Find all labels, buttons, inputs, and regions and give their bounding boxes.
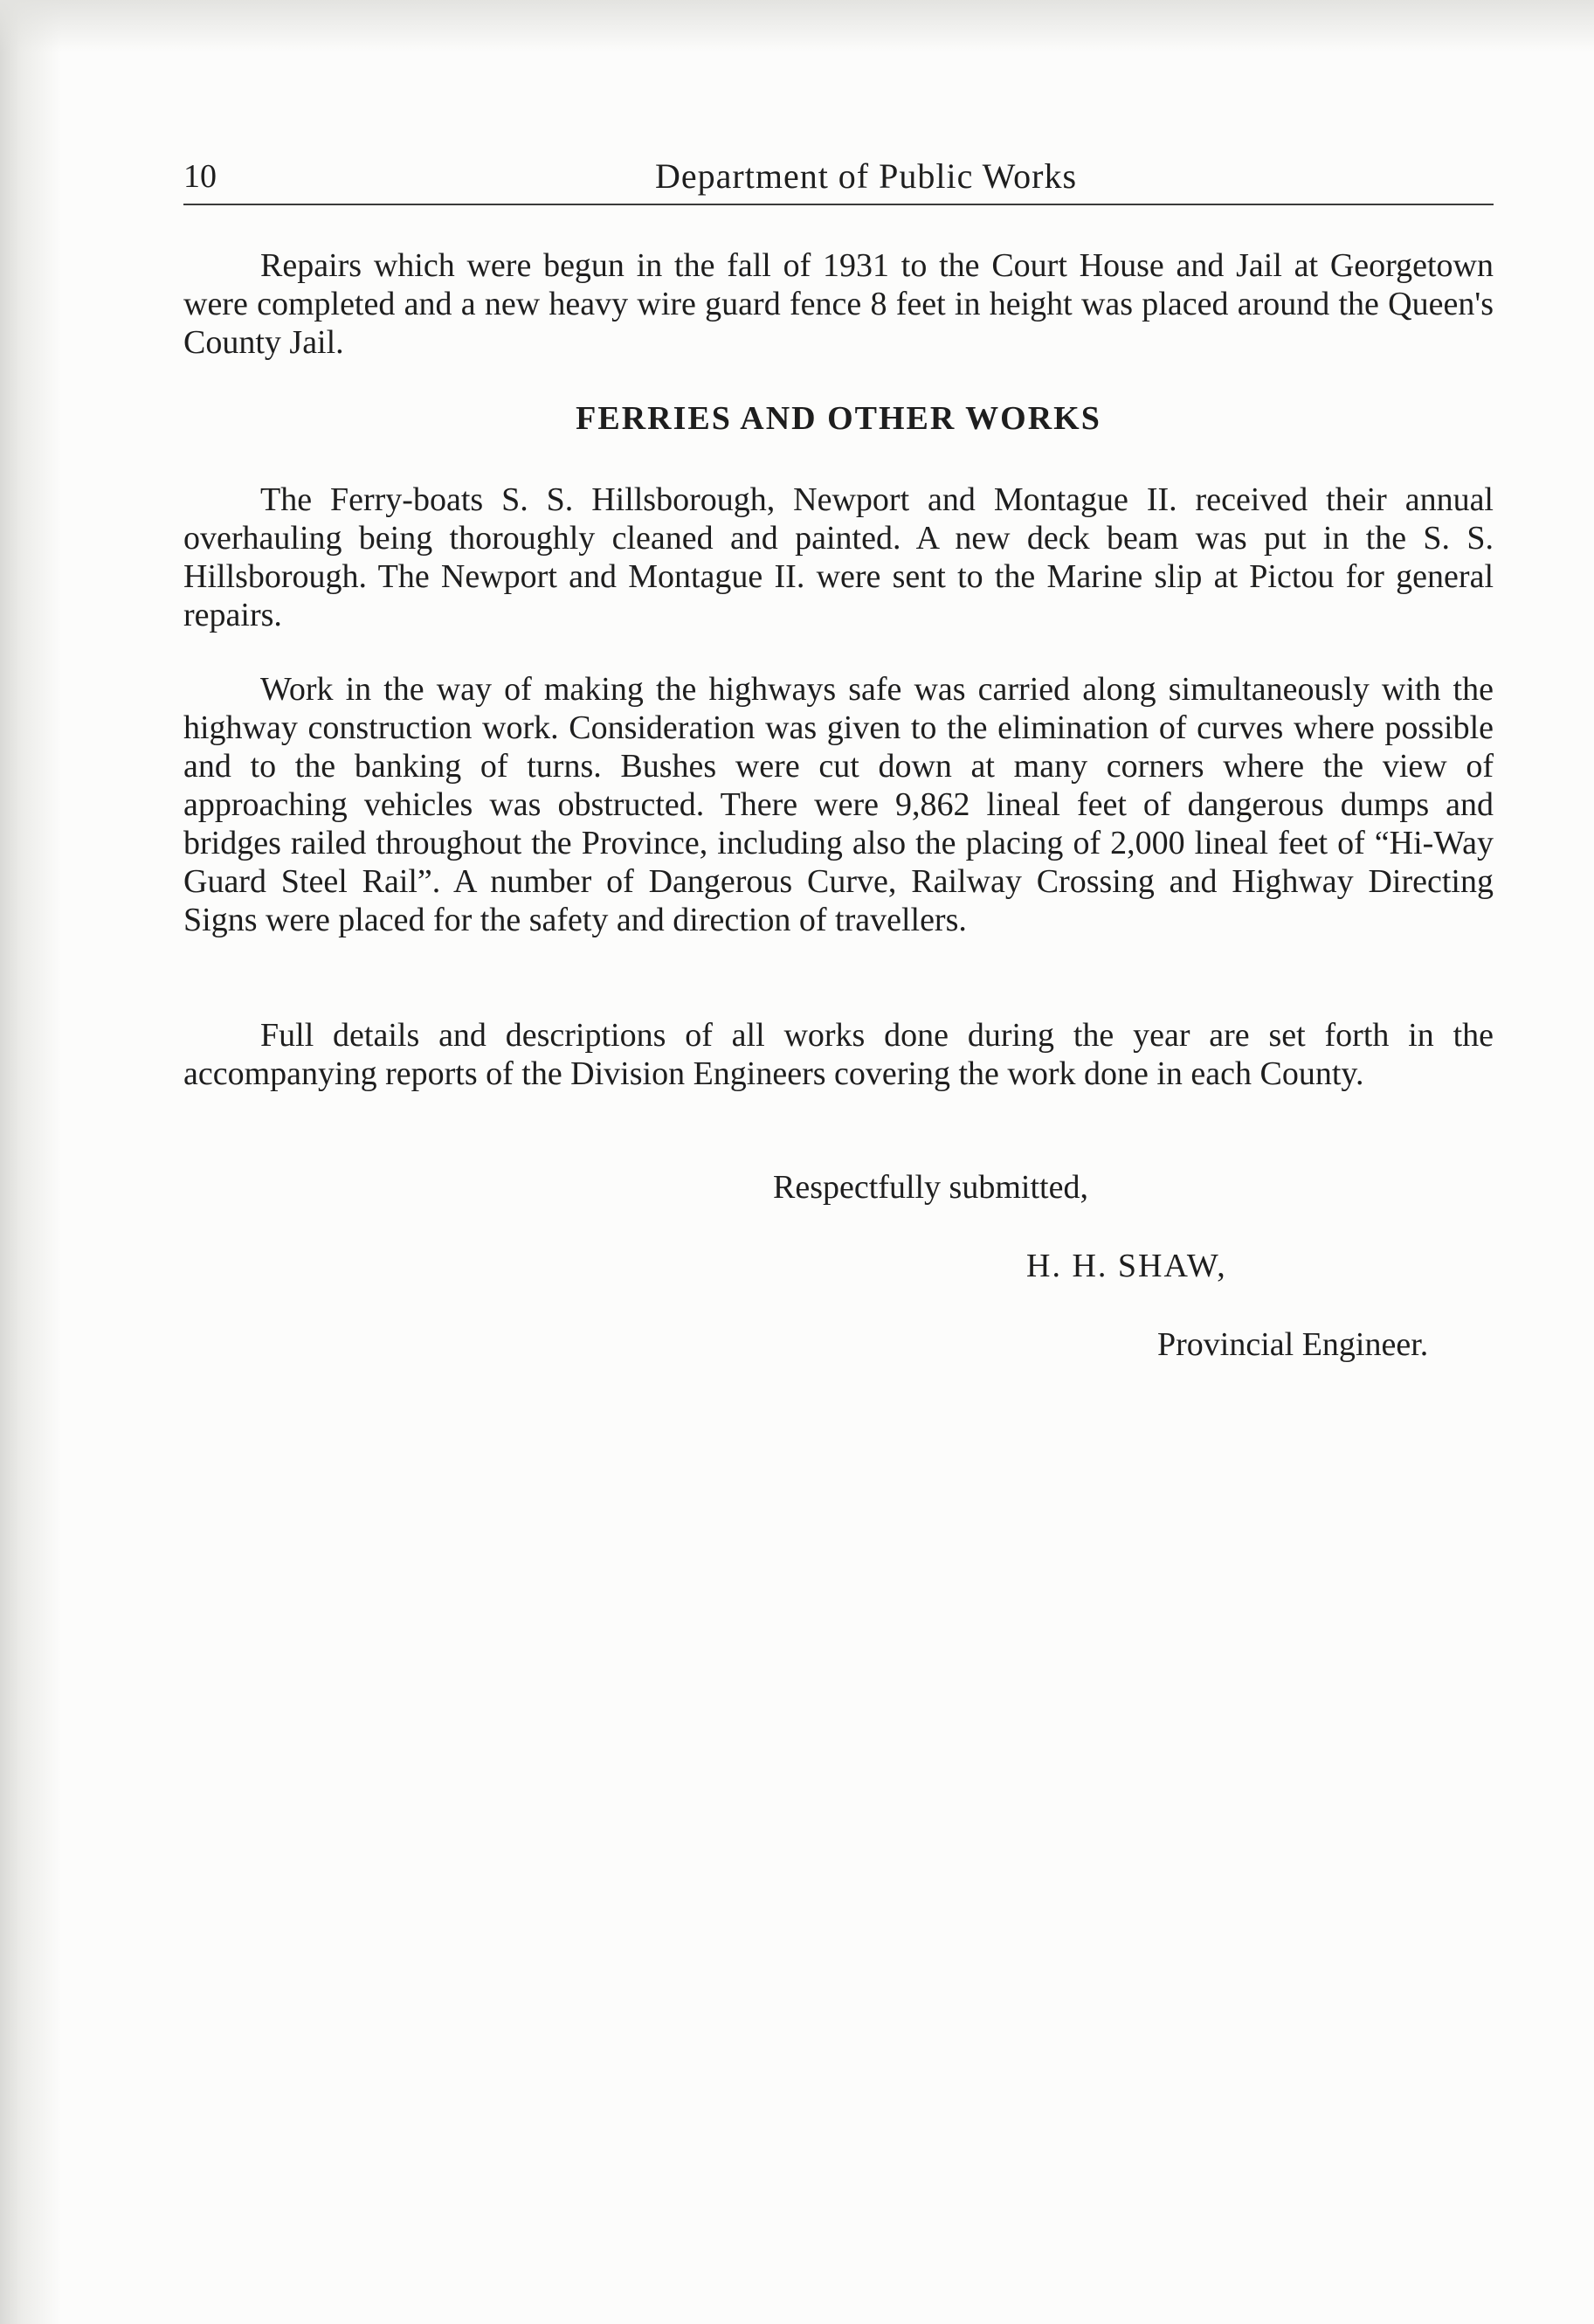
paragraph-highway-safety: Work in the way of making the highways safe was carried along simultaneously with the highway construction work. Consideration was given to the elimination of curves where possible and to the banking of turns. Bushes were cut down at many corners where the view of approaching vehicles was obstructed. There were 9,862 lineal feet of dangerous dumps and bridges railed throughout the Province, including also the placing of 2,000 lineal feet of “Hi-Way Guard Steel Rail”. A number of Dangerous Curve, Railway Crossing and Highway Directing Signs were placed for the safety and direction of travellers. [183, 671, 1494, 938]
signer-name: H. H. SHAW, [1026, 1248, 1227, 1284]
page-header [183, 156, 1494, 204]
paragraph-ferry-boats: The Ferry-boats S. S. Hillsborough, Newport and Montague II. received their annual overhauling being thoroughly cleaned and painted. A new deck beam was put in the S. S. Hillsborough. The Newport and Montague II. were sent to the Marine slip at Pictou for general repairs. [183, 481, 1494, 633]
page-number: 10 [183, 158, 217, 195]
paragraph-division-reports: Full details and descriptions of all works done during the year are set forth in the accompanying reports of the Division Engineers covering the work done in each County. [183, 1017, 1494, 1092]
closing-salutation: Respectfully submitted, [773, 1169, 1088, 1206]
scan-edge-left [0, 0, 61, 2324]
running-title: Department of Public Works [655, 156, 1078, 196]
paragraph-jail-repairs: Repairs which were begun in the fall of 1931 to the Court House and Jail at Georgetown were completed and a new heavy wire guard fence 8 feet in height was placed around the Queen's County Jail. [183, 247, 1494, 361]
section-heading: FERRIES AND OTHER WORKS [576, 400, 1101, 437]
scan-edge-top [0, 0, 1594, 52]
header-rule [183, 204, 1494, 205]
signer-title: Provincial Engineer. [1157, 1326, 1429, 1363]
